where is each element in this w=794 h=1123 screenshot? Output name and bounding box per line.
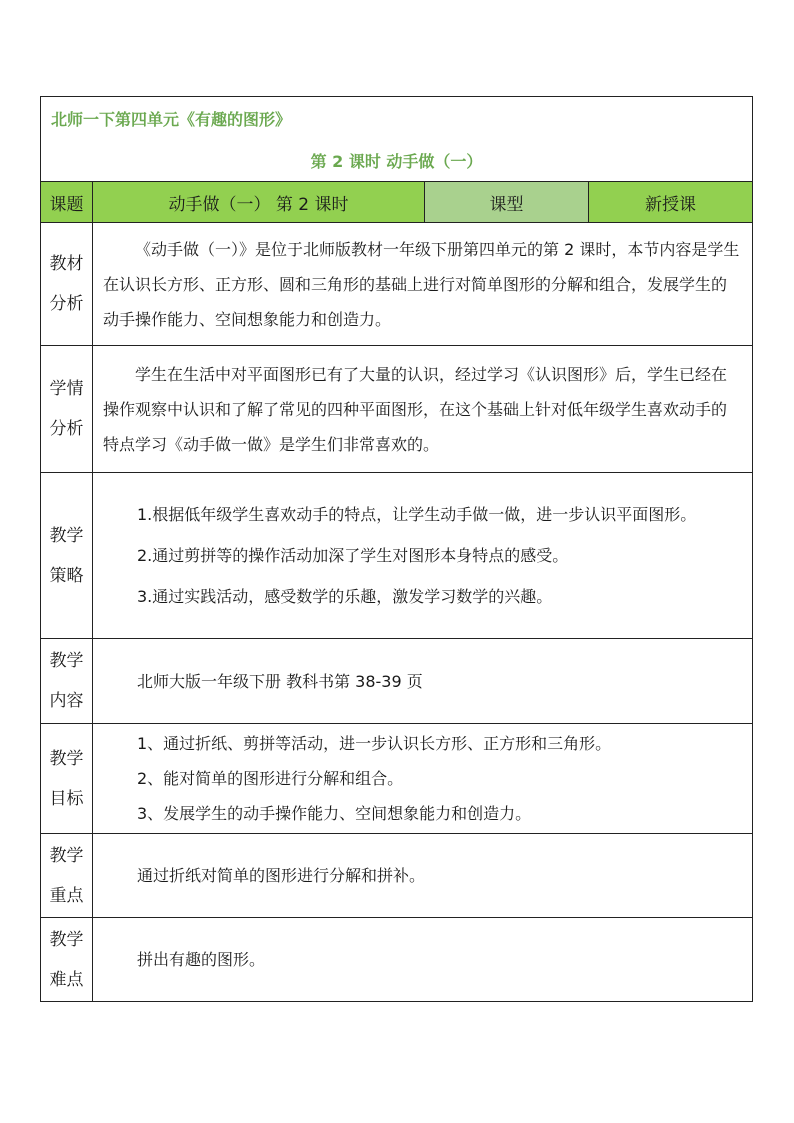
label-line: 分析 — [49, 294, 84, 314]
label-line: 策略 — [49, 565, 84, 586]
section-teaching-strategy — [41, 473, 753, 639]
title-row — [41, 97, 753, 182]
section-teaching-goals — [41, 724, 753, 834]
label-line: 教学 — [49, 929, 84, 950]
section-teaching-content — [41, 639, 753, 724]
lesson-plan-sheet — [40, 96, 752, 1002]
label-line: 内容 — [49, 691, 84, 711]
section-label — [41, 918, 93, 1002]
label-line: 学情 — [49, 379, 84, 399]
section-content — [93, 918, 753, 1002]
textbook-analysis-text: 《动手做（一）》是位于北师版教材一年级下册第四单元的第 2 课时，本节内容是学生在认识长方形、正方形、圆和三角形的基础上进行对简单图形的分解和组合，发展学生的动手操作能力、空间想象能力和创造力。 — [103, 239, 740, 329]
section-textbook-analysis — [41, 223, 753, 346]
section-label — [41, 473, 93, 639]
section-student-analysis — [41, 346, 753, 473]
lesson-type-value: 新授课 — [589, 182, 753, 223]
label-line: 教学 — [49, 525, 84, 546]
section-content — [93, 223, 753, 346]
label-line: 难点 — [49, 969, 84, 990]
section-content — [93, 346, 753, 473]
section-content — [93, 473, 753, 639]
label-line: 教学 — [49, 748, 84, 769]
lesson-title: 第 2 课时 动手做（一） — [310, 152, 483, 171]
list-item: 1.根据低年级学生喜欢动手的特点，让学生动手做一做，进一步认识平面图形。 — [137, 505, 697, 524]
topic-label: 课题 — [41, 182, 93, 223]
section-label — [41, 223, 93, 346]
topic-row — [41, 182, 753, 223]
label-line: 重点 — [49, 885, 84, 906]
label-line: 目标 — [49, 788, 84, 809]
key-point-text: 通过折纸对简单的图形进行分解和拼补。 — [137, 866, 426, 885]
section-key-point — [41, 834, 753, 918]
topic-value: 动手做（一） 第 2 课时 — [93, 182, 425, 223]
section-label — [41, 639, 93, 724]
list-item: 3、发展学生的动手操作能力、空间想象能力和创造力。 — [137, 804, 532, 823]
lesson-type-label: 课型 — [425, 182, 589, 223]
teaching-content-text: 北师大版一年级下册 教科书第 38-39 页 — [137, 671, 423, 691]
section-label — [41, 834, 93, 918]
unit-title: 北师一下第四单元《有趣的图形》 — [51, 110, 292, 129]
difficult-point-text: 拼出有趣的图形。 — [137, 950, 266, 969]
section-label — [41, 346, 93, 473]
list-item: 2、能对简单的图形进行分解和组合。 — [137, 769, 404, 788]
section-difficult-point — [41, 918, 753, 1002]
label-line: 教材 — [49, 254, 84, 274]
list-item: 2.通过剪拼等的操作活动加深了学生对图形本身特点的感受。 — [137, 546, 569, 565]
section-label — [41, 724, 93, 834]
section-content — [93, 639, 753, 724]
list-item: 1、通过折纸、剪拼等活动，进一步认识长方形、正方形和三角形。 — [137, 734, 612, 753]
label-line: 教学 — [49, 845, 84, 866]
student-analysis-text: 学生在生活中对平面图形已有了大量的认识，经过学习《认识图形》后，学生已经在操作观察中认识和了解了常见的四种平面图形，在这个基础上针对低年级学生喜欢动手的特点学习《动手做一做》是学生们非常喜欢的。 — [103, 364, 728, 454]
section-content — [93, 724, 753, 834]
title-cell — [41, 97, 753, 182]
lesson-plan-table — [40, 96, 753, 1002]
section-content — [93, 834, 753, 918]
label-line: 分析 — [49, 419, 84, 439]
label-line: 教学 — [49, 651, 84, 671]
list-item: 3.通过实践活动，感受数学的乐趣，激发学习数学的兴趣。 — [137, 587, 553, 606]
